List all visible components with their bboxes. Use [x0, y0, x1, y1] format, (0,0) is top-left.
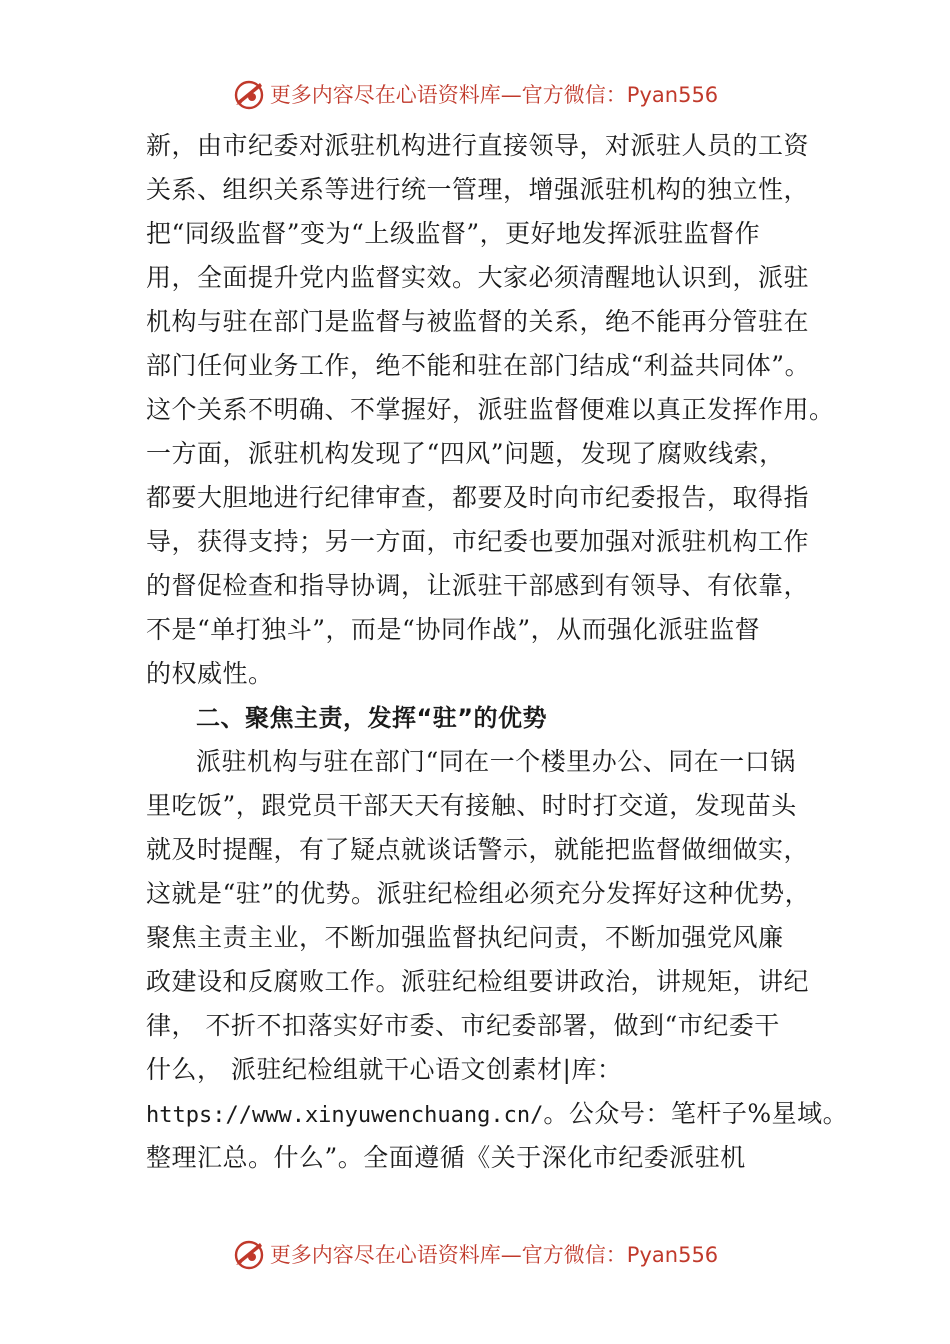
paragraph-line: 部门任何业务工作，绝不能和驻在部门结成“利益共同体”。 [146, 351, 811, 380]
paragraph-line: 用，全面提升党内监督实效。大家必须清醒地认识到，派驻 [146, 263, 810, 292]
paragraph-line: 不是“单打独斗”，而是“协同作战”，从而强化派驻监督 [146, 615, 761, 644]
paragraph-line: 关系、组织关系等进行统一管理，增强派驻机构的独立性， [146, 175, 810, 204]
pen-logo-icon [232, 77, 266, 111]
paragraph-line: 把“同级监督”变为“上级监督”，更好地发挥派驻监督作 [146, 219, 761, 248]
paragraph-line: 政建设和反腐败工作。派驻纪检组要讲政治，讲规矩，讲纪 [146, 967, 810, 996]
paragraph-line: 新，由市纪委对派驻机构进行直接领导，对派驻人员的工资 [146, 131, 810, 160]
paragraph-line: 什么， 派驻纪检组就干心语文创素材|库： [146, 1055, 623, 1084]
url-line-tail: 。公众号：笔杆子%星域。 [543, 1099, 849, 1128]
section-heading: 二、聚焦主责，发挥“驻”的优势 [196, 704, 548, 732]
pen-logo-icon [232, 1237, 266, 1271]
paragraph-line: 律， 不折不扣落实好市委、市纪委部署，做到“市纪委干 [146, 1011, 780, 1040]
watermark-text: 更多内容尽在心语资料库—官方微信：Pyan556 [269, 83, 719, 107]
paragraph-line: 里吃饭”，跟党员干部天天有接触、时时打交道，发现苗头 [146, 791, 797, 820]
paragraph-line: 一方面，派驻机构发现了“四风”问题，发现了腐败线索， [146, 439, 785, 468]
watermark-text: 更多内容尽在心语资料库—官方微信：Pyan556 [269, 1243, 719, 1267]
paragraph-line: 聚焦主责主业，不断加强监督执纪问责，不断加强党风廉 [146, 923, 784, 952]
paragraph-line: 就及时提醒，有了疑点就谈话警示，就能把监督做细做实， [146, 835, 810, 864]
source-url-link[interactable]: https://www.xinyuwenchuang.cn/ [146, 1103, 544, 1128]
header-watermark [0, 74, 950, 114]
paragraph-line: 都要大胆地进行纪律审查，都要及时向市纪委报告，取得指 [146, 483, 810, 512]
paragraph-line: 的权威性。 [146, 659, 274, 688]
paragraph-line: 这就是“驻”的优势。派驻纪检组必须充分发挥好这种优势， [146, 879, 811, 908]
paragraph-line: 的督促检查和指导协调，让派驻干部感到有领导、有依靠， [146, 571, 810, 600]
paragraph-line: 机构与驻在部门是监督与被监督的关系，绝不能再分管驻在 [146, 307, 810, 336]
paragraph-line: 这个关系不明确、不掌握好，派驻监督便难以真正发挥作用。 [146, 395, 835, 424]
paragraph-line: 派驻机构与驻在部门“同在一个楼里办公、同在一口锅 [196, 747, 796, 776]
document-body [146, 124, 849, 1180]
footer-watermark [0, 1234, 950, 1274]
paragraph-line: 导，获得支持；另一方面，市纪委也要加强对派驻机构工作 [146, 527, 810, 556]
paragraph-line: 整理汇总。什么”。全面遵循《关于深化市纪委派驻机 [146, 1143, 746, 1172]
url-line [146, 1092, 849, 1136]
